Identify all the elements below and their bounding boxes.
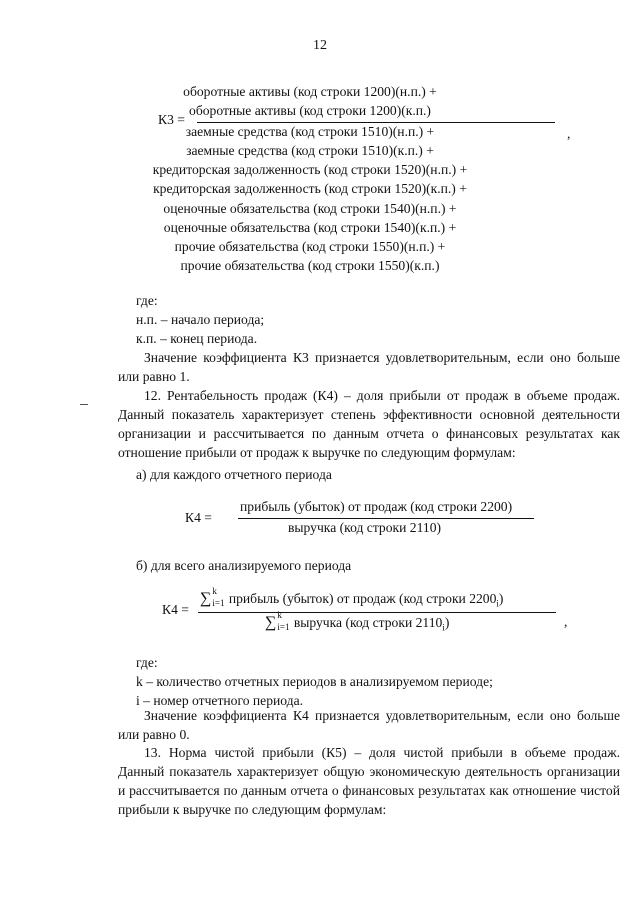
formula-k3-label: К3 = — [158, 112, 185, 127]
where-item: н.п. – начало периода; — [136, 312, 265, 327]
margin-mark — [80, 404, 88, 405]
case-b-label: б) для всего анализируемого периода — [136, 558, 352, 573]
index-i: i — [442, 622, 445, 633]
where-block-k3 — [136, 291, 638, 348]
where-item: k – количество отчетных периодов в анализируемом периоде; — [136, 674, 493, 689]
close-paren: ) — [498, 591, 504, 606]
where-title: где: — [136, 655, 158, 670]
index-i: i — [496, 598, 499, 609]
formula-k4-b-comma: , — [564, 614, 568, 629]
formula-k3-denominator-line: заемные средства (код строки 1510)(к.п.) + — [186, 143, 434, 158]
formula-k4-a-denominator: выручка (код строки 2110) — [288, 520, 442, 535]
formula-k4-a-numerator: прибыль (убыток) от продаж (код строки 2200) — [240, 499, 513, 514]
where-title: где: — [136, 293, 158, 308]
formula-k4-b-label: К4 = — [162, 602, 189, 617]
k3-note-paragraph: Значение коэффициента К3 признается удовлетворительным, если оно больше или равно 1. — [118, 350, 620, 384]
where-item: i – номер отчетного периода. — [136, 693, 304, 708]
where-item: к.п. – конец периода. — [136, 331, 258, 346]
page-number: 12 — [313, 38, 327, 53]
formula-k3-denominator-line: кредиторская задолженность (код строки 1520)(к.п.) + — [153, 181, 467, 196]
formula-k4-b-denominator — [265, 609, 450, 633]
numerator-text: прибыль (убыток) от продаж (код строки 2200 — [228, 591, 497, 606]
close-paren: ) — [444, 615, 450, 630]
case-a-label: а) для каждого отчетного периода — [136, 467, 332, 482]
item-12-paragraph: 12. Рентабельность продаж (К4) – доля прибыли от продаж в объеме продаж. Данный показатель характеризует степень эффективности основной деятельности организации и рассчитывается по данным отчета о финансовых результатах как отношение прибыли от продаж к выручке по следующим формулам: — [118, 388, 620, 460]
sum-lower: i=1 — [212, 597, 225, 608]
where-block-k4 — [136, 653, 638, 710]
formula-k3-denominator-line: заемные средства (код строки 1510)(н.п.) + — [185, 124, 435, 139]
sum-lower: i=1 — [277, 621, 290, 632]
formula-k3-numerator-line: оборотные активы (код строки 1200)(н.п.) + — [183, 84, 437, 99]
formula-k4-a-fraction-bar — [238, 518, 534, 519]
sum-symbol: ∑ — [200, 590, 212, 607]
formula-k4-b-fraction-bar — [198, 612, 556, 613]
formula-k3-fraction-bar — [197, 122, 555, 123]
formula-k3-denominator-line: кредиторская задолженность (код строки 1520)(н.п.) + — [152, 162, 468, 177]
sum-upper: k — [212, 585, 217, 596]
formula-k3-numerator-line: оборотные активы (код строки 1200)(к.п.) — [189, 103, 431, 118]
k4-note-paragraph: Значение коэффициента К4 признается удовлетворительным, если оно больше или равно 0. — [118, 708, 620, 742]
formula-k3-denominator-line: прочие обязательства (код строки 1550)(к.п.) — [180, 258, 440, 273]
formula-k4-a-label: К4 = — [185, 510, 212, 525]
formula-k4-b-numerator — [200, 585, 504, 609]
sum-symbol: ∑ — [265, 614, 277, 631]
formula-k3-comma: , — [567, 126, 571, 141]
sum-upper: k — [277, 609, 282, 620]
item-13-paragraph: 13. Норма чистой прибыли (К5) – доля чистой прибыли в объеме продаж. Данный показатель характеризует общую экономическую деятельность организации и рассчитывается по данным отчета о финансовых результатах как отношение чистой прибыли к выручке по следующим формулам: — [118, 745, 620, 817]
formula-k3-denominator-line: оценочные обязательства (код строки 1540)(н.п.) + — [163, 201, 457, 216]
formula-k3-denominator-line: прочие обязательства (код строки 1550)(н.п.) + — [174, 239, 446, 254]
denominator-text: выручка (код строки 2110 — [293, 615, 443, 630]
formula-k3-denominator-line: оценочные обязательства (код строки 1540)(к.п.) + — [163, 220, 457, 235]
